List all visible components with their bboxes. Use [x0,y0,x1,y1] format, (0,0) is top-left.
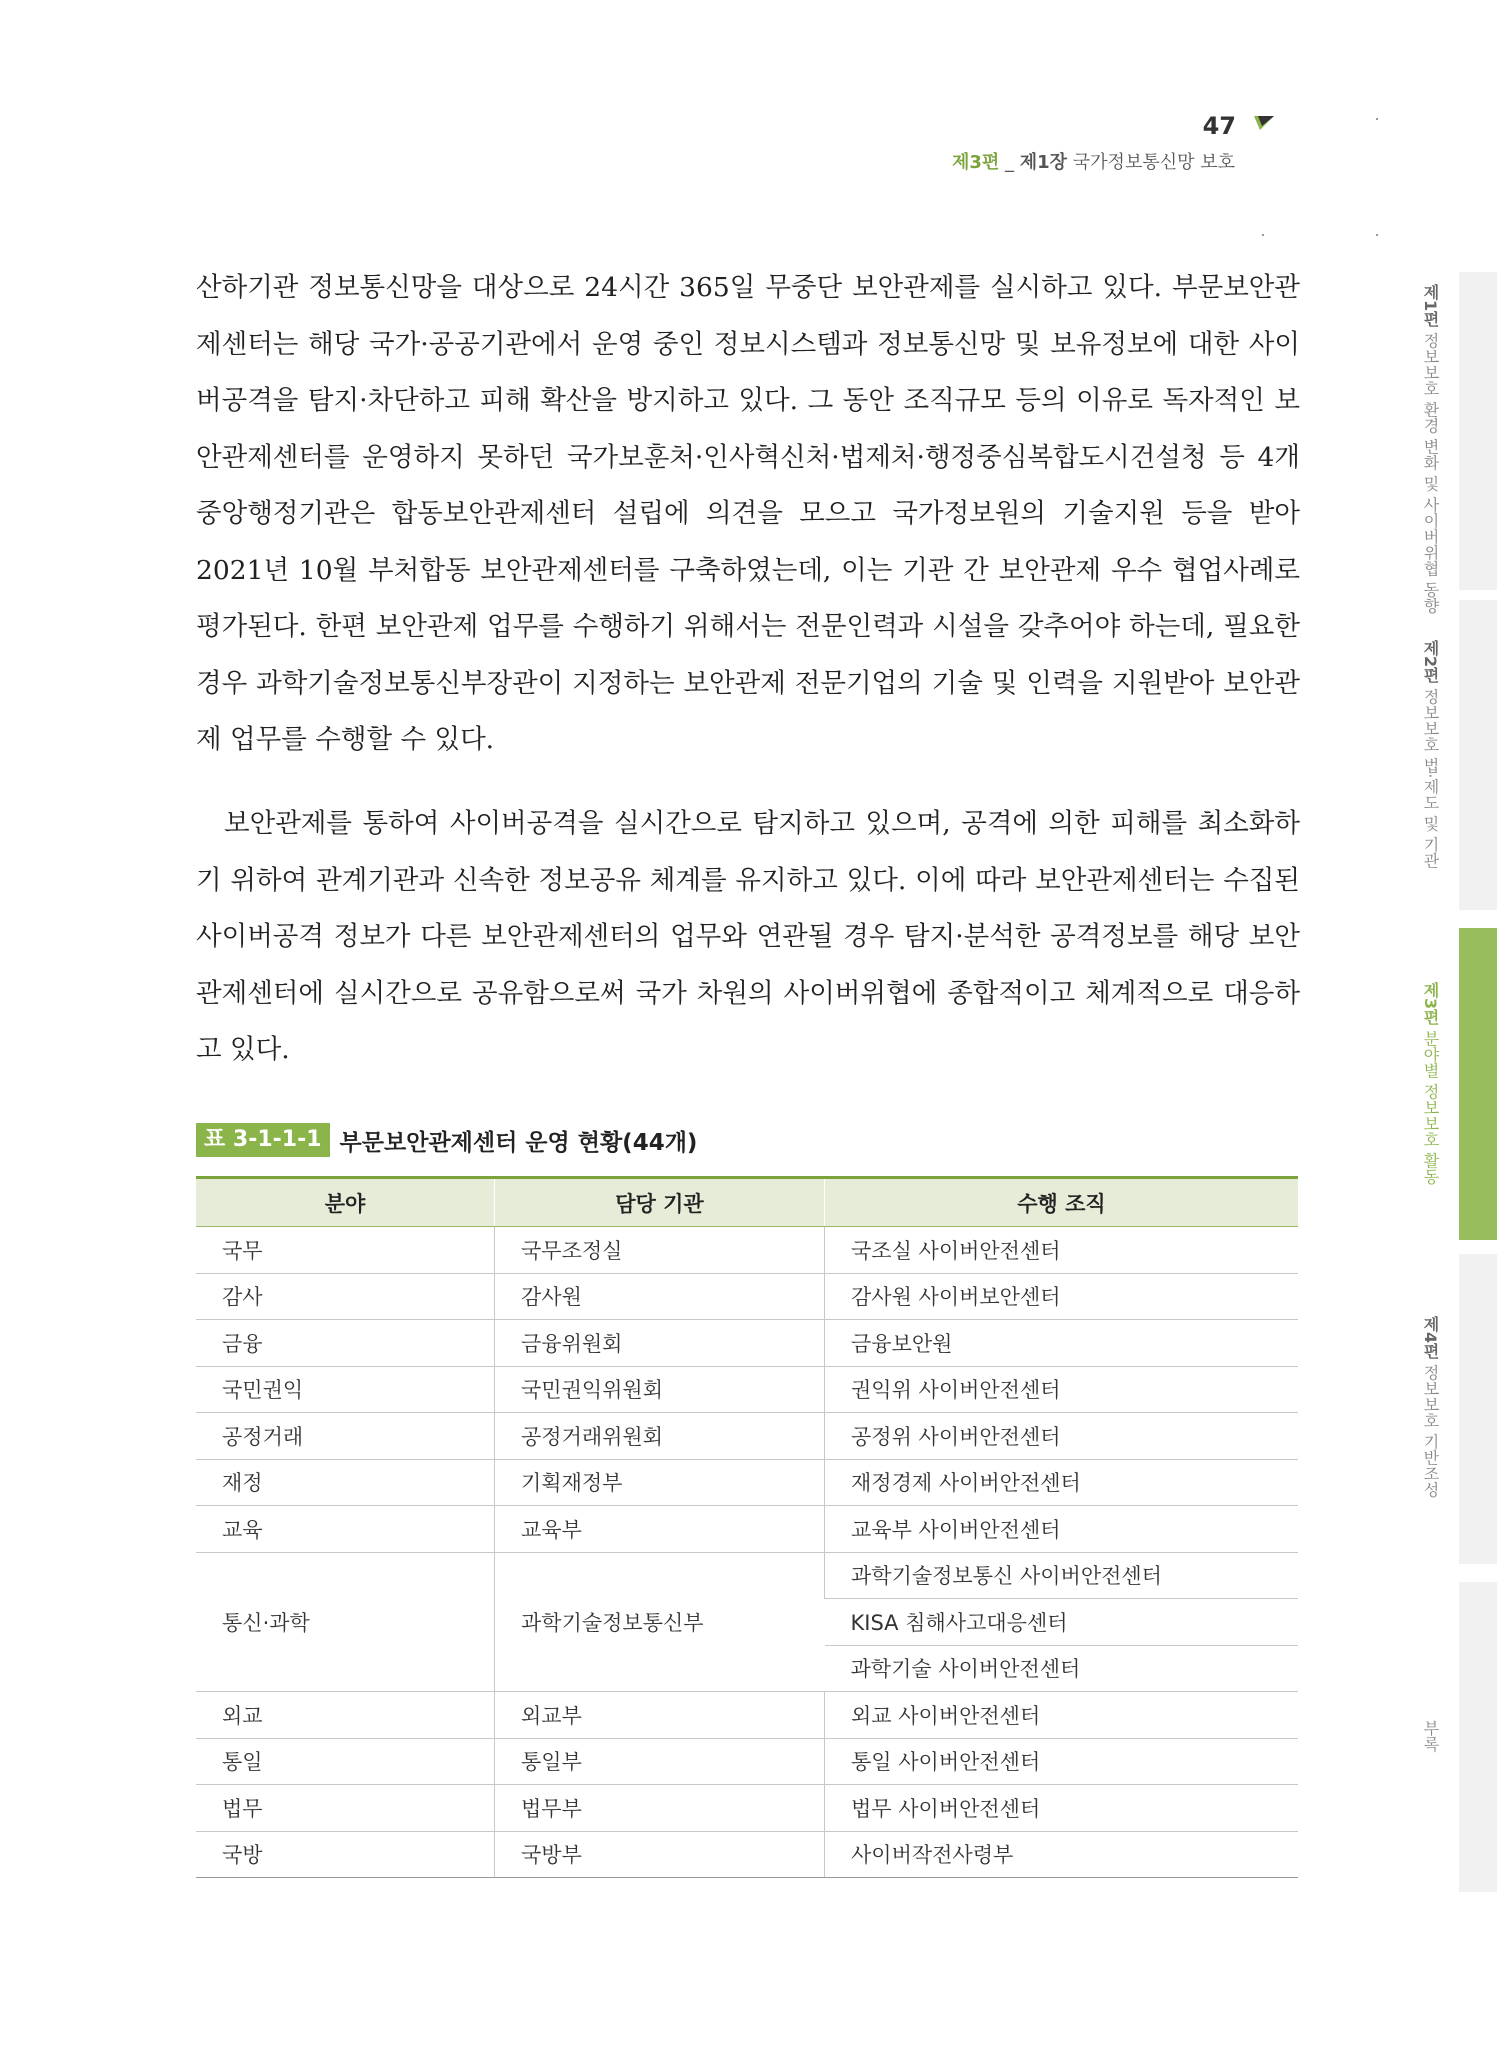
column-header-field: 분야 [196,1178,495,1227]
running-head-part: 제3편 [951,152,1000,173]
side-tab-part4[interactable] [1459,1254,1497,1564]
running-head-chapter-title: 국가정보통신망 보호 [1067,152,1235,173]
crop-mark [1376,234,1378,236]
side-tab-part2[interactable] [1459,600,1497,910]
cell-field: 감사 [196,1273,495,1320]
side-tab-part2-label [1418,640,1442,869]
cell-agency: 국무조정실 [495,1227,825,1274]
table-row [196,1366,1298,1413]
cell-organization: 공정위 사이버안전센터 [825,1413,1299,1460]
cell-field: 재정 [196,1459,495,1506]
page-corner-mark-icon [1254,116,1274,130]
cell-organization: 권익위 사이버안전센터 [825,1366,1299,1413]
cell-agency: 교육부 [495,1506,825,1553]
table-caption [196,1122,697,1158]
cell-field: 통일 [196,1738,495,1785]
cell-field: 외교 [196,1692,495,1739]
running-head [952,148,1235,174]
side-tab-part3-title: 분야별 정보보호 활동 [1421,1030,1440,1185]
cell-field: 국방 [196,1831,495,1878]
cell-organization: 감사원 사이버보안센터 [825,1273,1299,1320]
cell-organization: 재정경제 사이버안전센터 [825,1459,1299,1506]
running-head-chapter: 제1장 [1019,152,1068,173]
cell-agency: 공정거래위원회 [495,1413,825,1460]
cell-agency: 법무부 [495,1785,825,1832]
cell-organization: 법무 사이버안전센터 [825,1785,1299,1832]
cell-field: 금융 [196,1320,495,1367]
side-tab-part4-label [1418,1316,1442,1497]
table-row [196,1459,1298,1506]
table-row-merged [196,1552,1298,1599]
table-header-row [196,1178,1298,1227]
table-row [196,1320,1298,1367]
side-tab-appendix-label [1418,1720,1442,1752]
side-tab-part2-number: 제2편 [1421,640,1440,684]
side-tab-appendix-title: 부록 [1421,1720,1440,1752]
cell-organization: KISA 침해사고대응센터 [825,1599,1299,1646]
cell-field: 공정거래 [196,1413,495,1460]
side-tab-part3-label [1418,982,1442,1184]
cell-agency: 금융위원회 [495,1320,825,1367]
crop-mark [1262,234,1264,236]
cell-organization: 외교 사이버안전센터 [825,1692,1299,1739]
cell-field: 국무 [196,1227,495,1274]
cell-agency: 기획재정부 [495,1459,825,1506]
cell-organization: 국조실 사이버안전센터 [825,1227,1299,1274]
security-center-table [196,1176,1298,1878]
cell-field: 교육 [196,1506,495,1553]
column-header-agency: 담당 기관 [495,1178,825,1227]
cell-agency: 감사원 [495,1273,825,1320]
side-tab-part2-title: 정보보호 법·제도 및 기관 [1421,688,1440,869]
table-number-label: 표 3-1-1-1 [196,1123,330,1157]
table-row [196,1506,1298,1553]
cell-organization: 과학기술 사이버안전센터 [825,1645,1299,1692]
body-paragraph-2: 보안관제를 통하여 사이버공격을 실시간으로 탐지하고 있으며, 공격에 의한 피해를 최소화하기 위하여 관계기관과 신속한 정보공유 체계를 유지하고 있다. 이에 따라 보안관제센터는 수집된 사이버공격 정보가 다른 보안관제센터의 업무와 연관될 경우 탐지·분석한 공격정보를 해당 보안관제센터에 실시간으로 공유함으로써 국가 차원의 사이버위협에 종합적이고 체계적으로 대응하고 있다. [196,808,1300,1065]
cell-agency: 국민권익위원회 [495,1366,825,1413]
side-tab-part1-number: 제1편 [1421,284,1440,328]
cell-organization: 사이버작전사령부 [825,1831,1299,1878]
table-row [196,1273,1298,1320]
table-row [196,1413,1298,1460]
side-tab-part1-title: 정보보호 환경 변화 및 사이버위협 동향 [1421,332,1440,614]
cell-organization: 금융보안원 [825,1320,1299,1367]
cell-agency: 국방부 [495,1831,825,1878]
side-tab-part1-label [1418,284,1442,614]
cell-field: 통신·과학 [196,1552,495,1692]
side-tab-part4-title: 정보보호 기반조성 [1421,1364,1440,1498]
table-row [196,1738,1298,1785]
side-tab-part4-number: 제4편 [1421,1316,1440,1360]
table-row [196,1227,1298,1274]
side-tab-part3[interactable] [1459,928,1497,1240]
body-paragraph-1: 산하기관 정보통신망을 대상으로 24시간 365일 무중단 보안관제를 실시하고 있다. 부문보안관제센터는 해당 국가·공공기관에서 운영 중인 정보시스템과 정보통신망 및 보유정보에 대한 사이버공격을 탐지·차단하고 피해 확산을 방지하고 있다. 그 동안 조직규모 등의 이유로 독자적인 보안관제센터를 운영하지 못하던 국가보훈처·인사혁신처·법제처·행정중심복합도시건설청 등 4개 중앙행정기관은 합동보안관제센터 설립에 의견을 모으고 국가정보원의 기술지원 등을 받아 2021년 10월 부처합동 보안관제센터를 구축하였는데, 이는 기관 간 보안관제 우수 협업사례로 평가된다. 한편 보안관제 업무를 수행하기 위해서는 전문인력과 시설을 갖추어야 하는데, 필요한 경우 과학기술정보통신부장관이 지정하는 보안관제 전문기업의 기술 및 인력을 지원받아 보안관제 업무를 수행할 수 있다. [196,272,1300,755]
cell-field: 국민권익 [196,1366,495,1413]
cell-organization: 통일 사이버안전센터 [825,1738,1299,1785]
cell-organization: 과학기술정보통신 사이버안전센터 [825,1552,1299,1599]
cell-field: 법무 [196,1785,495,1832]
page-number: 47 [1202,112,1236,140]
crop-mark [1376,118,1378,120]
cell-organization: 교육부 사이버안전센터 [825,1506,1299,1553]
side-tab-appendix[interactable] [1459,1582,1497,1892]
table-title: 부문보안관제센터 운영 현황(44개) [339,1129,698,1156]
table-row [196,1831,1298,1878]
table-row [196,1692,1298,1739]
column-header-organization: 수행 조직 [825,1178,1299,1227]
cell-agency: 과학기술정보통신부 [495,1552,825,1692]
running-head-separator: _ [999,152,1020,173]
table-row [196,1785,1298,1832]
side-tab-part1[interactable] [1459,272,1497,590]
cell-agency: 외교부 [495,1692,825,1739]
side-tab-part3-number: 제3편 [1421,982,1440,1026]
cell-agency: 통일부 [495,1738,825,1785]
